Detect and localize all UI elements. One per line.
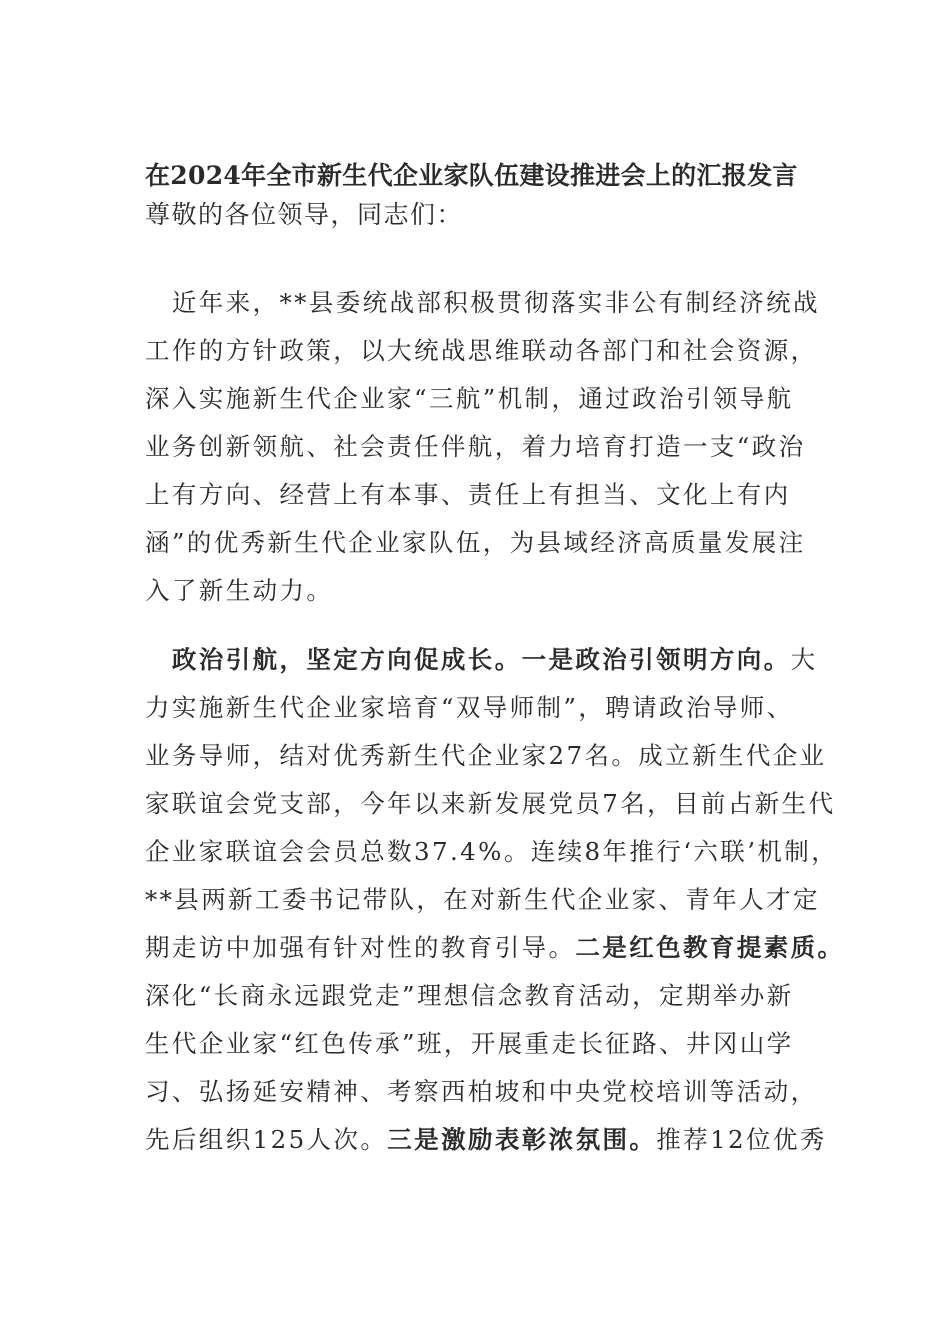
paragraph-2-line-6: **县两新工委书记带队，在对新生代企业家、青年人才定: [145, 885, 820, 914]
subheading-incentive-awards: 三是激励表彰浓氛围。: [387, 1125, 657, 1154]
paragraph-2-line-11-rest: 推荐12位优秀: [656, 1125, 827, 1154]
paragraph-2-line-11-text: 先后组织125人次。: [145, 1125, 388, 1154]
paragraph-1-line-1: 近年来，**县委统战部积极贯彻落实非公有制经济统战: [145, 288, 820, 317]
paragraph-1-line-5: 上有方向、经营上有本事、责任上有担当、文化上有内: [145, 480, 791, 509]
paragraph-2-line-2: 力实施新生代企业家培育“双导师制”，聘请政治导师、: [145, 693, 794, 722]
paragraph-2-line-7-text: 期走访中加强有针对性的教育引导。: [145, 933, 576, 962]
paragraph-2-line-4: 家联谊会党支部，今年以来新发展党员7名，目前占新生代: [145, 789, 836, 818]
paragraph-2-line-5: 企业家联谊会会员总数37.4%。连续8年推行‘六联’机制，: [145, 837, 839, 866]
paragraph-1-line-7: 入了新生动力。: [145, 576, 334, 605]
paragraph-1-line-4: 业务创新领航、社会责任伴航，着力培育打造一支“政治: [145, 432, 806, 461]
subheading-red-education: 二是红色教育提素质。: [575, 933, 845, 962]
paragraph-1-line-3: 深入实施新生代企业家“三航”机制，通过政治引领导航: [145, 384, 794, 413]
paragraph-2-line-3: 业务导师，结对优秀新生代企业家27名。成立新生代企业: [145, 741, 827, 770]
salutation: 尊敬的各位领导，同志们：: [145, 200, 464, 229]
document-title: 在2024年全市新生代企业家队伍建设推进会上的汇报发言: [145, 161, 798, 190]
paragraph-1-line-2: 工作的方针政策，以大统战思维联动各部门和社会资源，: [145, 336, 818, 365]
paragraph-2-line-9: 生代企业家“红色传承”班，开展重走长征路、井冈山学: [145, 1029, 794, 1058]
section-heading-political-guidance: 政治引航，坚定方向促成长。一是政治引领明方向。: [145, 645, 791, 674]
paragraph-2-line-8: 深化“长商永远跟党走”理想信念教育活动，定期举办新: [145, 981, 794, 1010]
paragraph-2-line-11: [145, 1120, 827, 1160]
paragraph-1-line-6: 涵”的优秀新生代企业家队伍，为县域经济高质量发展注: [145, 528, 806, 557]
paragraph-2-line-10: 习、弘扬延安精神、考察西柏坡和中央党校培训等活动，: [145, 1077, 818, 1106]
paragraph-2-line-7: [145, 928, 844, 968]
paragraph-2-line-1-rest: 大: [790, 645, 818, 674]
paragraph-2-line-1: [145, 640, 818, 680]
